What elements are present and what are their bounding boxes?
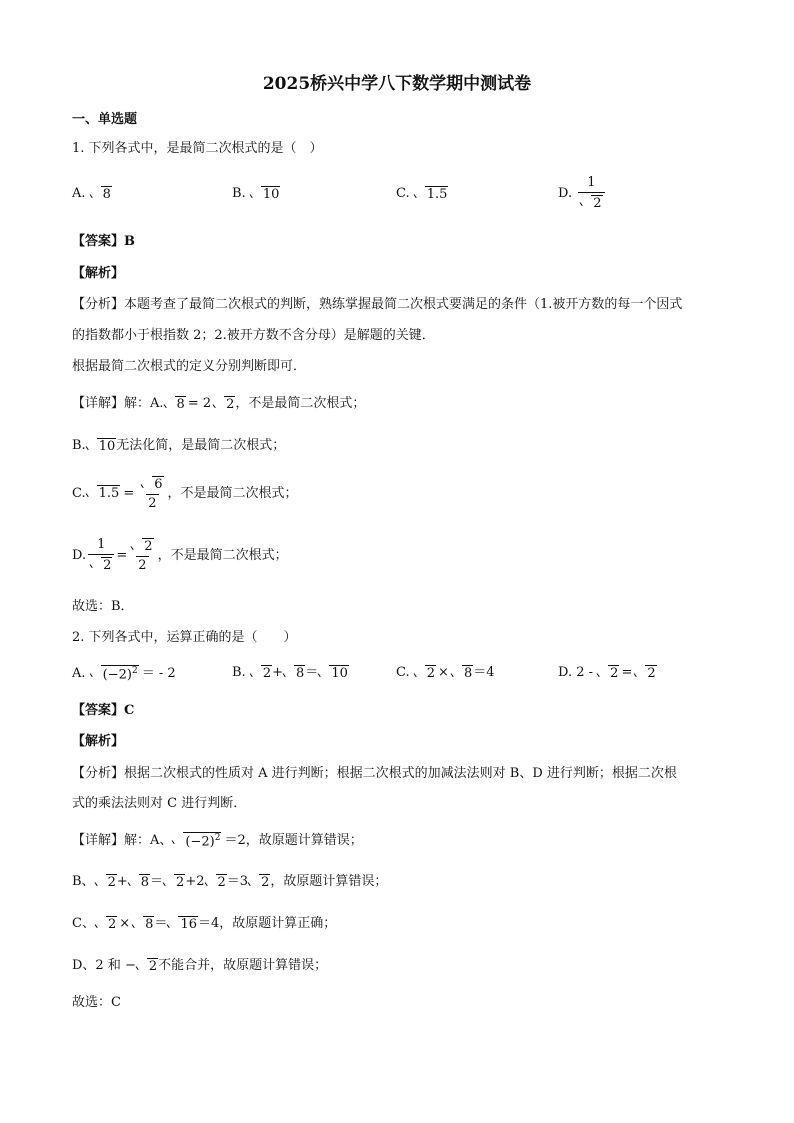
q2-detail-d: D、2 和 − 2 不能合并，故原题计算错误； bbox=[72, 958, 328, 974]
option-label: D. bbox=[558, 185, 573, 201]
q2-conclusion: 故选：C bbox=[72, 995, 121, 1010]
q1-answer: 【答案】B bbox=[72, 234, 135, 249]
q1-conclusion: 故选：B． bbox=[72, 599, 134, 614]
question-2-stem: 2. 下列各式中，运算正确的是（ ） bbox=[72, 630, 297, 645]
radical: 8 bbox=[90, 186, 112, 202]
q2-option-b: B. 2 + 8 ＝ 10 bbox=[232, 665, 348, 681]
q1-option-d bbox=[558, 176, 607, 210]
q2-detail-a: 【详解】解：A、 $(-2)^2$ ＝2，故原题计算错误； bbox=[72, 832, 363, 850]
q1-analysis-line: 根据最简二次根式的定义分别判断即可． bbox=[72, 359, 307, 374]
q2-option-a: A. $(-2)^2$ ＝ - 2 bbox=[72, 665, 176, 683]
q1-analysis-line: 的指数都小于根指数 2；2.被开方数不含分母）是解题的关键． bbox=[72, 328, 435, 343]
option-label: C. bbox=[396, 186, 410, 202]
q1-detail-c: C. 1.5 = $\frac{6}{2}$ ，不是最简二次根式； bbox=[72, 477, 298, 511]
page-title: 2025桥兴中学八下数学期中测试卷 bbox=[262, 74, 532, 94]
q1-option-c bbox=[396, 186, 448, 202]
fraction: $\frac{1}{2}$ bbox=[578, 176, 604, 210]
q1-detail-d: D. $\frac{1}{2}$ = $\frac{2}{2}$ ，不是最简二次根式； bbox=[72, 537, 288, 573]
q2-detail-b: B、 2 + 8 ＝ 2 +2 2 ＝3 2 ，故原题计算错误； bbox=[72, 874, 388, 890]
q2-answer: 【答案】C bbox=[72, 703, 135, 718]
q2-analysis-line: 式的乘法法则对 C 进行判断． bbox=[72, 796, 247, 811]
question-1-stem: 1. 下列各式中，是最简二次根式的是（ ） bbox=[72, 141, 323, 156]
q2-analysis-heading: 【解析】 bbox=[72, 734, 125, 749]
q1-detail-a: 【详解】解：A. 8 = 2 2 ，不是最简二次根式； bbox=[72, 396, 366, 412]
q1-analysis-heading: 【解析】 bbox=[72, 266, 125, 281]
q1-detail-b: B. 10 无法化简，是最简二次根式； bbox=[72, 438, 286, 454]
fraction: $\frac{6}{2}$ bbox=[139, 476, 165, 510]
option-label: B. bbox=[232, 186, 246, 202]
radical: 1.5 bbox=[414, 186, 449, 202]
radical: 10 bbox=[250, 186, 281, 202]
section-heading: 一、单选题 bbox=[72, 112, 138, 127]
q2-option-d: D. 2 - 2 = 2 bbox=[558, 665, 656, 681]
fraction: $\frac{2}{2}$ bbox=[129, 538, 155, 572]
q1-option-b bbox=[232, 186, 280, 202]
q1-option-a bbox=[72, 186, 112, 202]
q2-analysis-line: 【分析】根据二次根式的性质对 A 进行判断；根据二次根式的加减法法则对 B、D 进行判断；根据二次根 bbox=[72, 766, 677, 781]
q2-option-c: C. 2 × 8 ＝4 bbox=[396, 665, 495, 681]
q2-detail-c: C、 2 × 8 ＝ 16 ＝4，故原题计算正确； bbox=[72, 916, 337, 932]
option-label: A. bbox=[72, 186, 86, 202]
fraction: $\frac{1}{2}$ bbox=[88, 538, 114, 572]
q1-analysis-line: 【分析】本题考查了最简二次根式的判断，熟练掌握最简二次根式要满足的条件（1.被开方数的每一个因式 bbox=[72, 297, 683, 312]
